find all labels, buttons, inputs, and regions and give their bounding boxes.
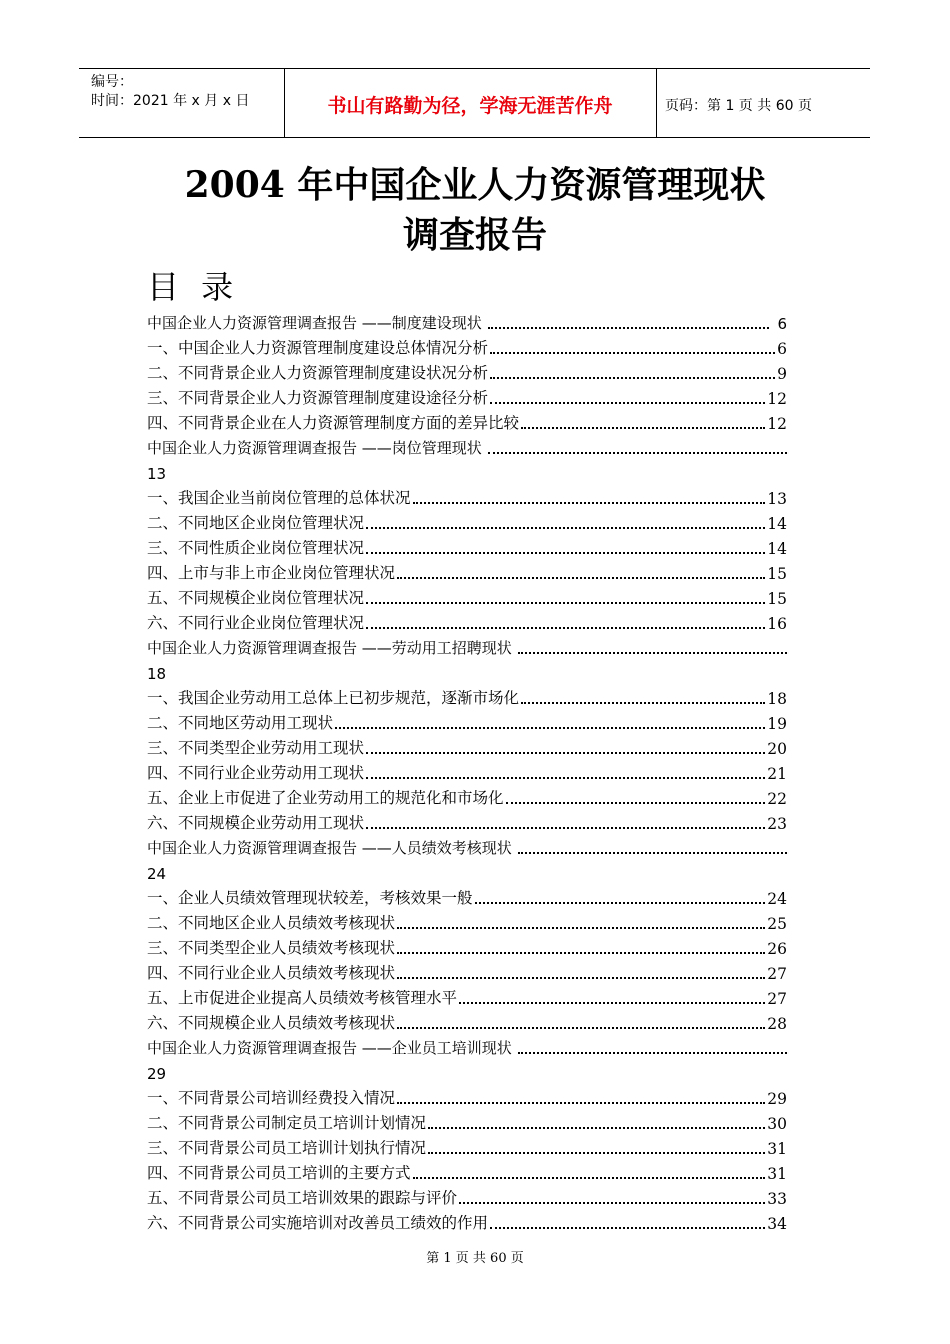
toc-entry-text: 五、企业上市促进了企业劳动用工的规范化和市场化 xyxy=(147,789,504,807)
toc-entry[interactable] xyxy=(147,683,787,708)
table-of-contents xyxy=(147,308,787,1233)
toc-entry[interactable] xyxy=(147,408,787,433)
toc-entry-text: 三、不同性质企业岗位管理状况 xyxy=(147,539,365,557)
toc-entry[interactable] xyxy=(147,1183,787,1208)
header-motto: 书山有路勤为径，学海无涯苦作舟 xyxy=(327,95,613,117)
toc-entry[interactable] xyxy=(147,733,787,758)
toc-leader-dots xyxy=(413,1176,766,1179)
toc-entry-text: 24 xyxy=(147,865,167,883)
toc-leader-dots xyxy=(397,576,765,579)
toc-page-number: 12 xyxy=(767,415,787,433)
toc-leader-dots xyxy=(413,501,766,504)
toc-entry-text: 中国企业人力资源管理调查报告 ——企业员工培训现状 xyxy=(147,1039,512,1057)
toc-leader-dots xyxy=(459,1001,765,1004)
toc-leader-dots xyxy=(490,401,765,404)
toc-entry-text: 18 xyxy=(147,665,167,683)
toc-page-number: 26 xyxy=(767,940,787,958)
toc-entry-text: 六、不同规模企业劳动用工现状 xyxy=(147,814,365,832)
toc-entry-text: 三、不同类型企业劳动用工现状 xyxy=(147,739,365,757)
toc-entry[interactable] xyxy=(147,483,787,508)
toc-entry-text: 一、企业人员绩效管理现状较差，考核效果一般 xyxy=(147,889,473,907)
toc-page-number: 18 xyxy=(767,690,787,708)
toc-page-number: 31 xyxy=(767,1140,787,1158)
toc-leader-dots xyxy=(490,1226,765,1229)
toc-page-number: 28 xyxy=(767,1015,787,1033)
toc-entry-text: 六、不同规模企业人员绩效考核现状 xyxy=(147,1014,396,1032)
toc-section-entry[interactable] xyxy=(147,1033,787,1058)
toc-entry[interactable] xyxy=(147,983,787,1008)
toc-entry[interactable] xyxy=(147,958,787,983)
toc-entry-text: 五、不同背景公司员工培训效果的跟踪与评价 xyxy=(147,1189,458,1207)
toc-page-number: 29 xyxy=(767,1090,787,1108)
toc-leader-dots xyxy=(366,601,765,604)
toc-entry-text: 四、不同背景企业在人力资源管理制度方面的差异比较 xyxy=(147,414,520,432)
toc-entry[interactable] xyxy=(147,933,787,958)
toc-entry-text: 四、上市与非上市企业岗位管理状况 xyxy=(147,564,396,582)
header-meta xyxy=(91,73,249,111)
toc-entry-text: 中国企业人力资源管理调查报告 ——岗位管理现状 xyxy=(147,439,482,457)
toc-section-entry[interactable] xyxy=(147,633,787,658)
header-page-info: 页码：第 1 页 共 60 页 xyxy=(665,98,812,114)
toc-leader-dots xyxy=(475,901,766,904)
toc-entry[interactable] xyxy=(147,1083,787,1108)
toc-entry-text: 四、不同行业企业劳动用工现状 xyxy=(147,764,365,782)
toc-entry[interactable] xyxy=(147,558,787,583)
toc-entry[interactable] xyxy=(147,508,787,533)
toc-entry[interactable] xyxy=(147,908,787,933)
toc-entry[interactable] xyxy=(147,608,787,633)
toc-entry-text: 四、不同行业企业人员绩效考核现状 xyxy=(147,964,396,982)
toc-leader-dots xyxy=(521,701,765,704)
toc-entry-text: 二、不同背景企业人力资源管理制度建设状况分析 xyxy=(147,364,489,382)
toc-entry[interactable] xyxy=(147,708,787,733)
toc-entry-text: 三、不同类型企业人员绩效考核现状 xyxy=(147,939,396,957)
toc-page-number: 25 xyxy=(767,915,787,933)
toc-page-number: 31 xyxy=(767,1165,787,1183)
header-number-label: 编号： xyxy=(91,74,133,90)
toc-leader-dots xyxy=(397,1026,765,1029)
toc-entry[interactable] xyxy=(147,1133,787,1158)
toc-page-number: 24 xyxy=(767,890,787,908)
toc-leader-dots xyxy=(428,1126,765,1129)
toc-entry-text: 二、不同地区劳动用工现状 xyxy=(147,714,334,732)
toc-leader-dots xyxy=(366,551,765,554)
toc-entry-text: 一、不同背景公司培训经费投入情况 xyxy=(147,1089,396,1107)
toc-section-entry[interactable] xyxy=(147,308,787,333)
toc-page-number: 16 xyxy=(767,615,787,633)
toc-page-number: 9 xyxy=(777,365,787,383)
toc-entry[interactable] xyxy=(147,1008,787,1033)
toc-leader-dots xyxy=(506,801,766,804)
toc-entry[interactable] xyxy=(147,458,787,483)
header-divider xyxy=(656,69,657,137)
toc-entry-text: 二、不同背景公司制定员工培训计划情况 xyxy=(147,1114,427,1132)
toc-page-number: 21 xyxy=(767,765,787,783)
toc-page-number: 13 xyxy=(767,490,787,508)
toc-entry[interactable] xyxy=(147,658,787,683)
toc-page-number: 14 xyxy=(767,515,787,533)
toc-leader-dots xyxy=(490,376,775,379)
toc-leader-dots xyxy=(366,826,765,829)
toc-entry[interactable] xyxy=(147,758,787,783)
toc-entry[interactable] xyxy=(147,533,787,558)
toc-page-number: 6 xyxy=(777,315,787,333)
toc-leader-dots xyxy=(488,451,787,454)
toc-section-entry[interactable] xyxy=(147,833,787,858)
toc-entry-text: 中国企业人力资源管理调查报告 ——劳动用工招聘现状 xyxy=(147,639,512,657)
toc-entry[interactable] xyxy=(147,883,787,908)
toc-leader-dots xyxy=(521,426,765,429)
toc-page-number: 23 xyxy=(767,815,787,833)
toc-leader-dots xyxy=(518,851,787,854)
toc-entry-text: 中国企业人力资源管理调查报告 ——制度建设现状 xyxy=(147,314,482,332)
toc-page-number: 27 xyxy=(767,965,787,983)
toc-page-number: 19 xyxy=(767,715,787,733)
toc-entry[interactable] xyxy=(147,583,787,608)
toc-page-number: 15 xyxy=(767,565,787,583)
toc-entry[interactable] xyxy=(147,1058,787,1083)
page-footer: 第 1 页 共 60 页 xyxy=(426,1251,524,1266)
toc-entry-text: 三、不同背景企业人力资源管理制度建设途径分析 xyxy=(147,389,489,407)
toc-entry-text: 一、中国企业人力资源管理制度建设总体情况分析 xyxy=(147,339,489,357)
toc-page-number: 20 xyxy=(767,740,787,758)
toc-page-number: 15 xyxy=(767,590,787,608)
toc-entry-text: 五、不同规模企业岗位管理状况 xyxy=(147,589,365,607)
document-title xyxy=(0,160,950,260)
toc-leader-dots xyxy=(366,751,765,754)
toc-leader-dots xyxy=(335,726,765,729)
toc-leader-dots xyxy=(397,976,765,979)
toc-leader-dots xyxy=(397,951,765,954)
toc-entry[interactable] xyxy=(147,783,787,808)
toc-leader-dots xyxy=(459,1201,765,1204)
toc-entry[interactable] xyxy=(147,858,787,883)
toc-entry[interactable] xyxy=(147,1108,787,1133)
toc-entry-text: 二、不同地区企业岗位管理状况 xyxy=(147,514,365,532)
header-time-label: 时间：2021 年 x 月 x 日 xyxy=(91,93,250,109)
title-line-2: 调查报告 xyxy=(402,214,547,256)
toc-leader-dots xyxy=(490,351,775,354)
toc-entry-text: 29 xyxy=(147,1065,167,1083)
toc-entry-text: 六、不同行业企业岗位管理状况 xyxy=(147,614,365,632)
toc-entry[interactable] xyxy=(147,1158,787,1183)
toc-entry[interactable] xyxy=(147,358,787,383)
toc-page-number: 33 xyxy=(767,1190,787,1208)
toc-entry-text: 一、我国企业劳动用工总体上已初步规范，逐渐市场化 xyxy=(147,689,520,707)
toc-entry[interactable] xyxy=(147,808,787,833)
toc-leader-dots xyxy=(366,526,765,529)
toc-leader-dots xyxy=(488,326,770,329)
toc-page-number: 22 xyxy=(767,790,787,808)
toc-leader-dots xyxy=(518,1051,787,1054)
toc-entry-text: 一、我国企业当前岗位管理的总体状况 xyxy=(147,489,411,507)
toc-entry[interactable] xyxy=(147,333,787,358)
toc-entry-text: 二、不同地区企业人员绩效考核现状 xyxy=(147,914,396,932)
toc-entry-text: 四、不同背景公司员工培训的主要方式 xyxy=(147,1164,411,1182)
toc-leader-dots xyxy=(397,926,765,929)
toc-heading: 目 录 xyxy=(147,268,240,306)
toc-page-number: 6 xyxy=(777,340,787,358)
title-line-1: 2004 年中国企业人力资源管理现状 xyxy=(184,164,766,206)
toc-entry[interactable] xyxy=(147,1208,787,1233)
toc-entry-text: 五、上市促进企业提高人员绩效考核管理水平 xyxy=(147,989,458,1007)
toc-leader-dots xyxy=(428,1151,765,1154)
toc-page-number: 34 xyxy=(767,1215,787,1233)
toc-page-number: 27 xyxy=(767,990,787,1008)
toc-page-number: 14 xyxy=(767,540,787,558)
document-header xyxy=(79,68,870,138)
toc-section-entry[interactable] xyxy=(147,433,787,458)
toc-entry[interactable] xyxy=(147,383,787,408)
toc-leader-dots xyxy=(518,651,787,654)
toc-entry-text: 六、不同背景公司实施培训对改善员工绩效的作用 xyxy=(147,1214,489,1232)
toc-page-number: 30 xyxy=(767,1115,787,1133)
toc-leader-dots xyxy=(366,626,765,629)
toc-entry-text: 三、不同背景公司员工培训计划执行情况 xyxy=(147,1139,427,1157)
toc-entry-text: 13 xyxy=(147,465,167,483)
toc-entry-text: 中国企业人力资源管理调查报告 ——人员绩效考核现状 xyxy=(147,839,512,857)
toc-leader-dots xyxy=(397,1101,765,1104)
toc-leader-dots xyxy=(366,776,765,779)
toc-page-number: 12 xyxy=(767,390,787,408)
